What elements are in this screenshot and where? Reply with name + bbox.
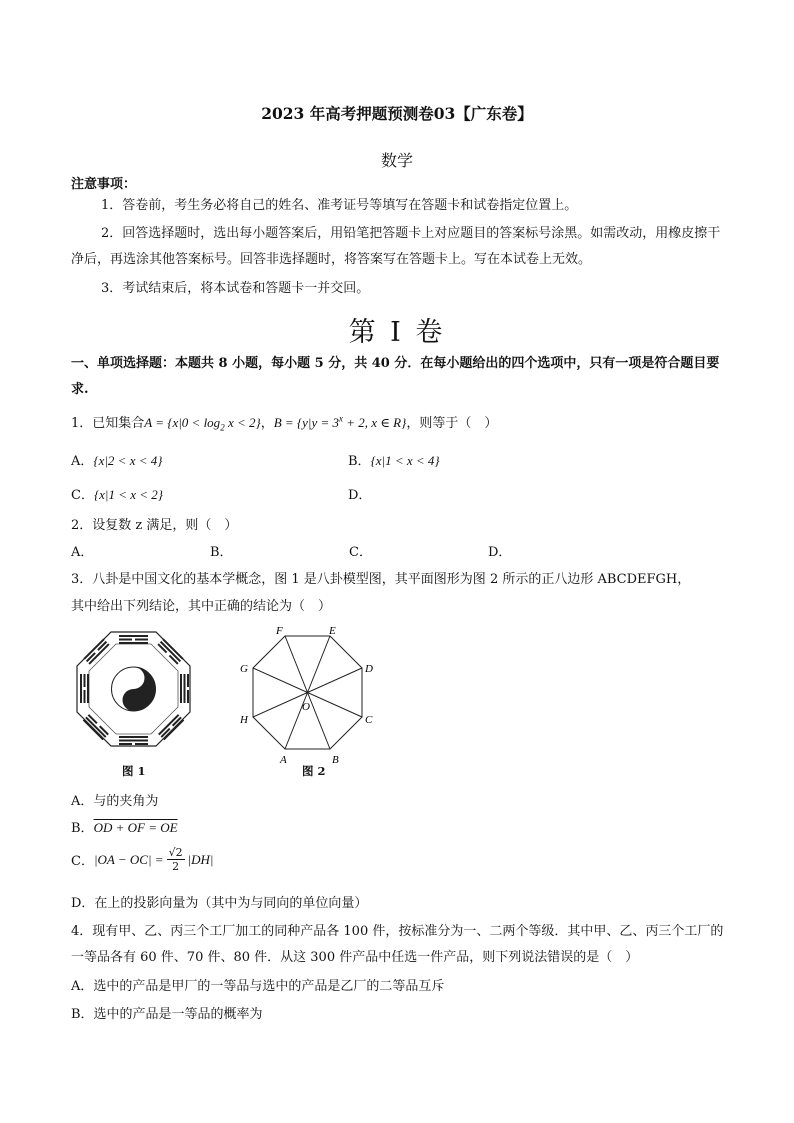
q1-suffix: ，则等于（ ） (406, 416, 498, 431)
q1-option-a-label: A． (71, 454, 94, 469)
q1-set-a (144, 415, 261, 433)
q3-option-b (71, 817, 178, 836)
octagon-figure (230, 622, 380, 767)
q1-option-a (71, 450, 162, 469)
q4-option-a: A．选中的产品是甲厂的一等品与选中的产品是乙厂的二等品互斥 (71, 979, 445, 994)
subject-title: 数学 (380, 151, 413, 170)
q1-comma: ， (260, 416, 274, 431)
figure-2-caption: 图 2 (302, 764, 326, 778)
q3-option-b-label: B． (71, 821, 94, 836)
q3-option-b-expr: OD + OF = OE (93, 820, 178, 835)
question-3-line-2: 其中给出下列结论，其中正确的结论为（ ） (71, 599, 332, 614)
q2-option-b: B． (210, 545, 233, 560)
q1-option-b-text: {x|1 < x < 4} (370, 453, 440, 468)
vertex-g: G (240, 663, 248, 675)
q1-prefix: 1．已知集合 (71, 416, 145, 431)
q2-option-c: C． (349, 545, 372, 560)
q3-option-c-right: |DH| (187, 851, 214, 867)
question-1 (71, 412, 497, 433)
notice-heading: 注意事项： (71, 177, 137, 192)
q1-set-b-sup: x (339, 413, 344, 424)
q1-option-d: D． (348, 488, 372, 503)
q3-option-c-num: √2 (168, 846, 183, 859)
vertex-o: O (302, 701, 310, 713)
q1-set-b (274, 415, 407, 430)
vertex-c: C (365, 714, 373, 726)
q3-option-c-den: 2 (172, 860, 180, 873)
figure-1-caption: 图 1 (122, 764, 146, 778)
q1-option-c (71, 484, 163, 503)
vertex-f: F (276, 625, 283, 637)
q1-option-a-text: {x|2 < x < 4} (93, 453, 163, 468)
notice-item-2: 2．回答选择题时，选出每小题答案后，用铅笔把答题卡上对应题目的答案标号涂黑。如需改动，用橡皮擦干净后，再选涂其他答案标号。回答非选择题时，将答案写在答题卡上。写在本试卷上无效。 (71, 226, 721, 267)
q3-option-c (71, 846, 214, 873)
q1-option-b-label: B． (348, 454, 371, 469)
notice-item-1: 1．答卷前，考生务必将自己的姓名、准考证号等填写在答题卡和试卷指定位置上。 (101, 198, 578, 213)
q4-option-b: B．选中的产品是一等品的概率为 (71, 1007, 263, 1022)
question-3-line-1: 3．八卦是中国文化的基本学概念，图 1 是八卦模型图，其平面图形为图 2 所示的正八边形 ABCDEFGH， (71, 572, 691, 587)
q1-option-c-label: C． (71, 488, 94, 503)
q1-set-a-tail: x < 2} (224, 415, 261, 430)
question-2: 2．设复数 z 满足，则（ ） (71, 518, 238, 533)
q3-option-c-label: C． (71, 854, 94, 869)
section-heading: 一、单项选择题：本题共 8 小题，每小题 5 分，共 40 分．在每小题给出的四个选项中，只有一项是符合题目要求. (71, 356, 720, 397)
q2-option-d: D． (488, 545, 512, 560)
q1-set-b-tail: + 2, x ∈ R} (343, 415, 407, 430)
question-4-line-2: 一等品各有 60 件、70 件、80 件．从这 300 件产品中任选一件产品，则下列说法错误的是（ ） (71, 950, 639, 965)
vertex-h: H (240, 714, 248, 726)
vertex-b: B (332, 754, 339, 766)
q1-option-b (348, 450, 440, 469)
q3-option-c-left: |OA − OC| = (93, 851, 164, 867)
yin-yang-icon (112, 667, 156, 711)
q1-set-a-sub: 2 (220, 422, 225, 433)
notice-item-3: 3．考试结束后，将本试卷和答题卡一并交回。 (101, 281, 370, 296)
q3-option-d: D．在上的投影向量为（其中为与同向的单位向量） (71, 896, 368, 911)
question-4-line-1: 4．现有甲、乙、丙三个工厂加工的同种产品各 100 件，按标准分为一、二两个等级．其中甲、乙、丙三个工厂的 (71, 924, 724, 939)
q3-option-a: A．与的夹角为 (71, 794, 159, 809)
bagua-figure (71, 626, 196, 756)
page-title: 2023 年高考押题预测卷03【广东卷】 (261, 104, 533, 123)
vertex-d: D (365, 663, 373, 675)
q1-option-c-text: {x|1 < x < 2} (93, 487, 164, 502)
volume-heading: 第 I 卷 (348, 317, 446, 348)
vertex-e: E (329, 625, 336, 637)
q1-set-a-text: A = {x|0 < log (144, 415, 221, 430)
q2-option-a: A． (71, 545, 94, 560)
q1-set-b-text: B = {y|y = 3 (273, 415, 340, 430)
q3-option-c-fraction (167, 846, 185, 873)
vertex-a: A (280, 754, 287, 766)
